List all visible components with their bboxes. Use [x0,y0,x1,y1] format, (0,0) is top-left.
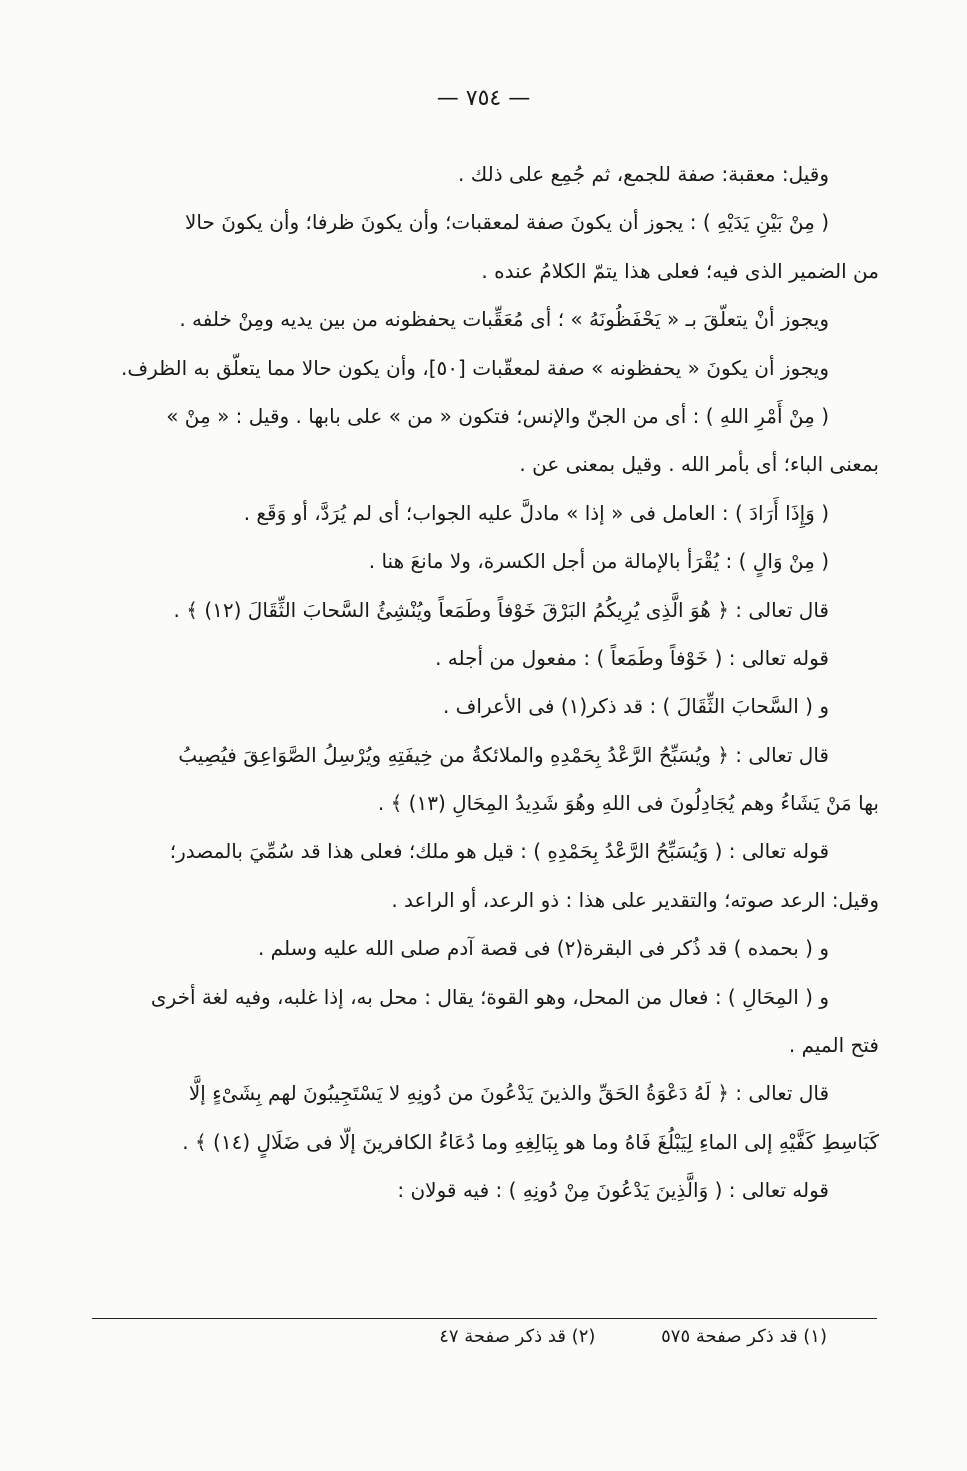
text-line: وقيل: معقبة: صفة للجمع، ثم جُمِع على ذلك . [458,162,829,186]
text-line: وقيل: الرعد صوته؛ والتقدير على هذا : ذو الرعد، أو الراعد . [391,887,879,912]
text-line: قال تعالى : ﴿ لَهُ دَعْوَةُ الحَقِّ والذينَ يَدْعُونَ من دُونِهِ لا يَسْتَجِيبُونَ لهم بِشَىْءٍ إلَّا [188,1081,829,1106]
text-line: و ( المِحَالِ ) : فعال من المحل، وهو القوة؛ يقال : محل به، إذا غلبه، وفيه لغة أخرى [150,984,829,1009]
text-line: قال تعالى : ﴿ ويُسَبِّحُ الرَّعْدُ بِحَمْدِهِ والملائكةُ من خِيفَتِهِ ويُرْسِلُ الصَّوَاعِقَ فيُصِيبُ [178,742,829,767]
text-line: ( مِنْ أَمْرِ اللهِ ) : أى من الجنّ والإنس؛ فتكون « من » على بابها . وقيل : « مِنْ » [166,403,829,428]
text-line: قوله تعالى : ( وَالَّذِينَ يَدْعُونَ مِنْ دُونِهِ ) : فيه قولان : [397,1178,829,1203]
footnote-2: (٢) قد ذكر صفحة ٤٧ [439,1326,596,1347]
text-line: ( مِنْ وَالٍ ) : يُقْرَأ بالإمالة من أجل الكسرة، ولا مانعَ هنا . [368,549,829,574]
text-line: قوله تعالى : ( خَوْفاً وطَمَعاً ) : مفعول من أجله . [435,645,829,670]
text-line: و ( السَّحابَ الثِّقَالَ ) : قد ذكر(١) فى الأعراف . [442,694,829,719]
text-line: من الضمير الذى فيه؛ فعلى هذا يتمّ الكلامُ عنده . [481,258,879,283]
text-line: كَبَاسِطِ كَفَّيْهِ إلى الماءِ لِيَبْلُغَ فَاهُ وما هو بِبَالِغِهِ وما دُعَاءُ الكافرينَ إلّا فى ضَلَالٍ (١٤) ﴾ . [182,1129,879,1154]
text-line: ( مِنْ بَيْنِ يَدَيْهِ ) : يجوز أن يكونَ صفة لمعقبات؛ وأن يكونَ ظرفا؛ وأن يكونَ حالا [185,210,829,235]
text-line: بمعنى الباء؛ أى بأمر الله . وقيل بمعنى عن . [519,452,879,477]
text-line: فتح الميم . [788,1033,879,1058]
footnote-rule [92,1318,877,1319]
text-line: و ( بحمده ) قد ذُكر فى البقرة(٢) فى قصة آدم صلى الله عليه وسلم . [257,936,829,961]
text-line: قال تعالى : ﴿ هُوَ الَّذِى يُرِيكُمُ البَرْقَ خَوْفاً وطَمَعاً ويُنْشِئُ السَّحابَ الثِّقَالَ (١٢) ﴾ . [173,597,829,622]
text-line: بها مَنْ يَشَاءُ وهم يُجَادِلُونَ فى اللهِ وهُوَ شَدِيدُ المِحَالِ (١٣) ﴾ . [377,791,879,816]
text-line: ويجوز أن يكونَ « يحفظونه » صفة لمعقّبات [٥٠]، وأن يكون حالا مما يتعلّق به الظرف. [121,355,829,380]
footnote-1: (١) قد ذكر صفحة ٥٧٥ [661,1326,827,1347]
page-number: — ٧٥٤ — [436,86,531,111]
text-line: ويجوز أنْ يتعلّقَ بـ « يَحْفَظُونَهُ » ؛ أى مُعَقِّبات يحفظونه من بين يديه ومِنْ خلفه . [179,307,829,332]
text-line: ( وَإِذَا أَرَادَ ) : العامل فى « إذا » مادلَّ عليه الجواب؛ أى لم يُرَدَّ، أو وَقَع . [243,500,829,525]
body-text [79,150,879,1215]
footnotes [379,1326,827,1347]
text-line: قوله تعالى : ( وَيُسَبِّحُ الرَّعْدُ بِحَمْدِهِ ) : قيل هو ملك؛ فعلى هذا قد سُمِّيَ بالمصدر؛ [169,839,829,864]
